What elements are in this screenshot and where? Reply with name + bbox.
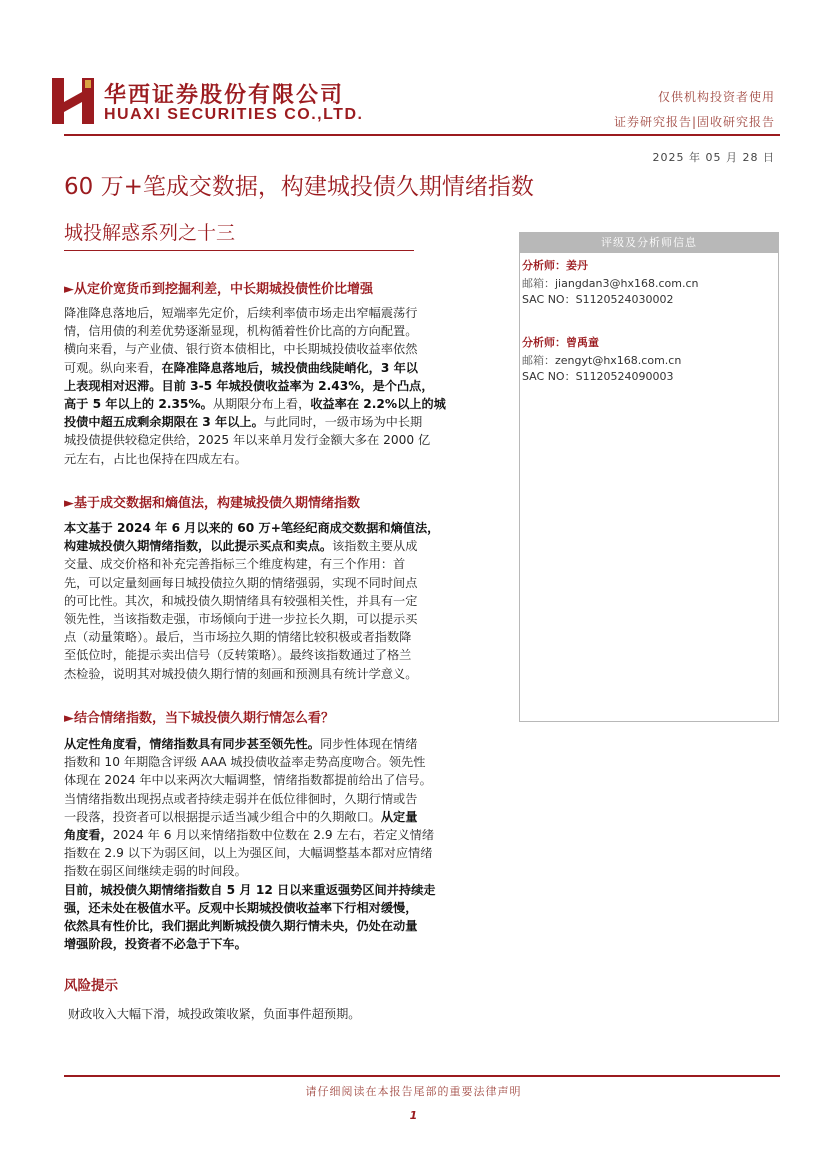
analyst-2-email-line (522, 352, 681, 368)
body-text: 横向来看，与产业债、银行资本债相比，中长期城投债收益率依然 (64, 342, 418, 357)
header-divider (64, 134, 780, 136)
body-line (64, 844, 502, 862)
body-line (64, 899, 502, 917)
subtitle-divider (64, 250, 414, 251)
body-line (64, 304, 502, 322)
body-line (64, 431, 502, 449)
body-line (64, 413, 502, 431)
body-text: 交量、成交价格和补充完善指标三个维度构建，有三个作用：首 (64, 557, 406, 572)
report-type: 证券研究报告|固收研究报告 (613, 115, 775, 129)
emphasis-text: 增强阶段，投资者不必急于下车。 (64, 937, 247, 952)
body-line (64, 555, 502, 573)
body-text: 至低位时，能提示卖出信号（反转策略）。最终该指数通过了格兰 (64, 648, 412, 663)
body-line (64, 881, 502, 899)
analyst-1-name: 姜丹 (566, 259, 588, 272)
emphasis-text: 投债中超五成剩余期限在 3 年以上。 (64, 415, 264, 430)
analyst-2-sac: SAC NO：S1120524090003 (522, 370, 674, 383)
body-text: 与此同时，一级市场为中长期 (263, 415, 423, 430)
analyst-panel-heading: 评级及分析师信息 (520, 233, 778, 253)
body-line (64, 377, 502, 395)
analyst-2-email[interactable]: zengyt@hx168.com.cn (555, 354, 682, 367)
body-line (64, 917, 502, 935)
body-line (64, 340, 502, 358)
section-2-heading: ►基于成交数据和熵值法，构建城投债久期情绪指数 (64, 496, 360, 511)
analyst-1-name-line (522, 257, 588, 273)
emphasis-text: 上表现相对迟滞。目前 3-5 年城投债收益率为 2.43%，是个凸点， (64, 378, 434, 393)
report-subtitle: 城投解惑系列之十三 (64, 222, 236, 244)
risk-heading: 风险提示 (64, 978, 118, 994)
body-text: 指数和 10 年期隐含评级 AAA 城投债收益率走势高度吻合。领先性 (64, 755, 426, 770)
body-text: 先，可以定量刻画每日城投债拉久期的情绪强弱，实现不同时间点 (64, 575, 418, 590)
body-line (64, 665, 502, 683)
body-text: 该指数主要从成 (332, 539, 418, 554)
section-3-heading: ►结合情绪指数，当下城投债久期行情怎么看？ (64, 711, 334, 726)
body-text: 指数在 2.9 以下为弱区间，以上为强区间，大幅调整基本都对应情绪 (64, 846, 433, 861)
risk-text: 财政收入大幅下滑，城投政策收紧，负面事件超预期。 (68, 1007, 361, 1021)
body-line (64, 519, 502, 537)
company-name-en: HUAXI SECURITIES CO.,LTD. (104, 106, 364, 123)
emphasis-text: 目前，城投债久期情绪指数自 5 月 12 日以来重返强势区间并持续走 (64, 882, 436, 897)
body-line (64, 537, 502, 555)
body-text: 城投债提供较稳定供给，2025 年以来单月发行金额大多在 2000 亿 (64, 433, 431, 448)
body-line (64, 628, 502, 646)
page-number: 1 (409, 1109, 418, 1122)
section-1-body (64, 304, 502, 468)
body-text: 从期限分布上看， (212, 397, 311, 412)
emphasis-text: 从定量 (380, 809, 418, 824)
body-line (64, 322, 502, 340)
body-text: 当情绪指数出现拐点或者持续走弱并在低位徘徊时，久期行情或告 (64, 791, 418, 806)
emphasis-text: 角度看， (64, 828, 113, 843)
body-line (64, 574, 502, 592)
body-line (64, 935, 502, 953)
audience-note: 仅供机构投资者使用 (657, 90, 775, 104)
emphasis-text: 收益率在 2.2%以上的城 (310, 397, 446, 412)
analyst-1-email[interactable]: jiangdan3@hx168.com.cn (555, 277, 699, 290)
body-text: 点（动量策略）。最后，当市场拉久期的情绪比较积极或者指数降 (64, 630, 412, 645)
body-line (64, 753, 502, 771)
footer-divider (64, 1075, 780, 1077)
section-1-heading: ►从定价宽货币到挖掘利差，中长期城投债性价比增强 (64, 282, 373, 297)
company-name-cn: 华西证券股份有限公司 (104, 83, 345, 108)
body-text: 指数在弱区间继续走弱的时间段。 (64, 864, 247, 879)
body-text: 降准降息落地后，短端率先定价，后续利率债市场走出窄幅震荡行 (64, 306, 418, 320)
body-text: 杰检验，说明其对城投债久期行情的刻画和预测具有统计学意义。 (64, 666, 418, 681)
company-logo-icon (52, 78, 94, 124)
analyst-1-sac: SAC NO：S1120524030002 (522, 293, 674, 306)
body-text: 体现在 2024 年中以来两次大幅调整，情绪指数都提前给出了信号。 (64, 773, 432, 788)
report-title: 60 万+笔成交数据，构建城投债久期情绪指数 (64, 174, 534, 200)
body-line (64, 395, 502, 413)
section-3-body (64, 735, 502, 953)
body-line (64, 790, 502, 808)
analyst-info-panel (519, 232, 779, 722)
body-line (64, 808, 502, 826)
emphasis-text: 高于 5 年以上的 2.35%。 (64, 397, 213, 412)
body-line (64, 826, 502, 844)
body-text: 可观。纵向来看， (64, 360, 162, 375)
analyst-1-email-label: 邮箱： (522, 277, 555, 290)
body-line (64, 646, 502, 664)
body-line (64, 771, 502, 789)
body-line (64, 359, 502, 377)
emphasis-text: 依然具有性价比，我们据此判断城投债久期行情未央，仍处在动量 (64, 919, 418, 934)
body-text: 领先性，当该指数走强，市场倾向于进一步拉长久期，可以提示买 (64, 612, 418, 627)
body-line (64, 450, 502, 468)
report-date: 2025 年 05 月 28 日 (652, 151, 775, 164)
emphasis-text: 本文基于 2024 年 6 月以来的 60 万+笔经纪商成交数据和熵值法， (64, 521, 440, 535)
legal-notice: 请仔细阅读在本报告尾部的重要法律声明 (305, 1085, 522, 1098)
analyst-2-name-line (522, 334, 599, 350)
analyst-2-role: 分析师： (522, 336, 566, 349)
emphasis-text: 从定性角度看，情绪指数具有同步甚至领先性。 (64, 737, 320, 751)
body-text: 元左右，占比也保持在四成左右。 (64, 451, 247, 466)
analyst-2-email-label: 邮箱： (522, 354, 555, 367)
analyst-2-name: 曾禹童 (566, 336, 599, 349)
body-line (64, 735, 502, 753)
analyst-1-role: 分析师： (522, 259, 566, 272)
body-line (64, 592, 502, 610)
section-2-body (64, 519, 502, 683)
emphasis-text: 强，还未处在极值水平。反观中长期城投债收益率下行相对缓慢， (64, 900, 418, 915)
body-line (64, 610, 502, 628)
body-line (64, 862, 502, 880)
body-text: 的可比性。其次，和城投债久期情绪具有较强相关性，并具有一定 (64, 593, 418, 608)
body-text: 2024 年 6 月以来情绪指数中位数在 2.9 左右，若定义情绪 (112, 828, 435, 843)
analyst-1-email-line (522, 275, 698, 291)
body-text: 情，信用债的利差优势逐渐显现，机构循着性价比高的方向配置。 (64, 324, 418, 339)
body-text: 一段落，投资者可以根据提示适当减少组合中的久期敞口。 (64, 809, 381, 824)
emphasis-text: 在降准降息落地后，城投债曲线陡峭化，3 年以 (161, 360, 418, 375)
emphasis-text: 构建城投债久期情绪指数，以此提示买点和卖点。 (64, 539, 333, 554)
body-text: 同步性体现在情绪 (319, 737, 418, 751)
